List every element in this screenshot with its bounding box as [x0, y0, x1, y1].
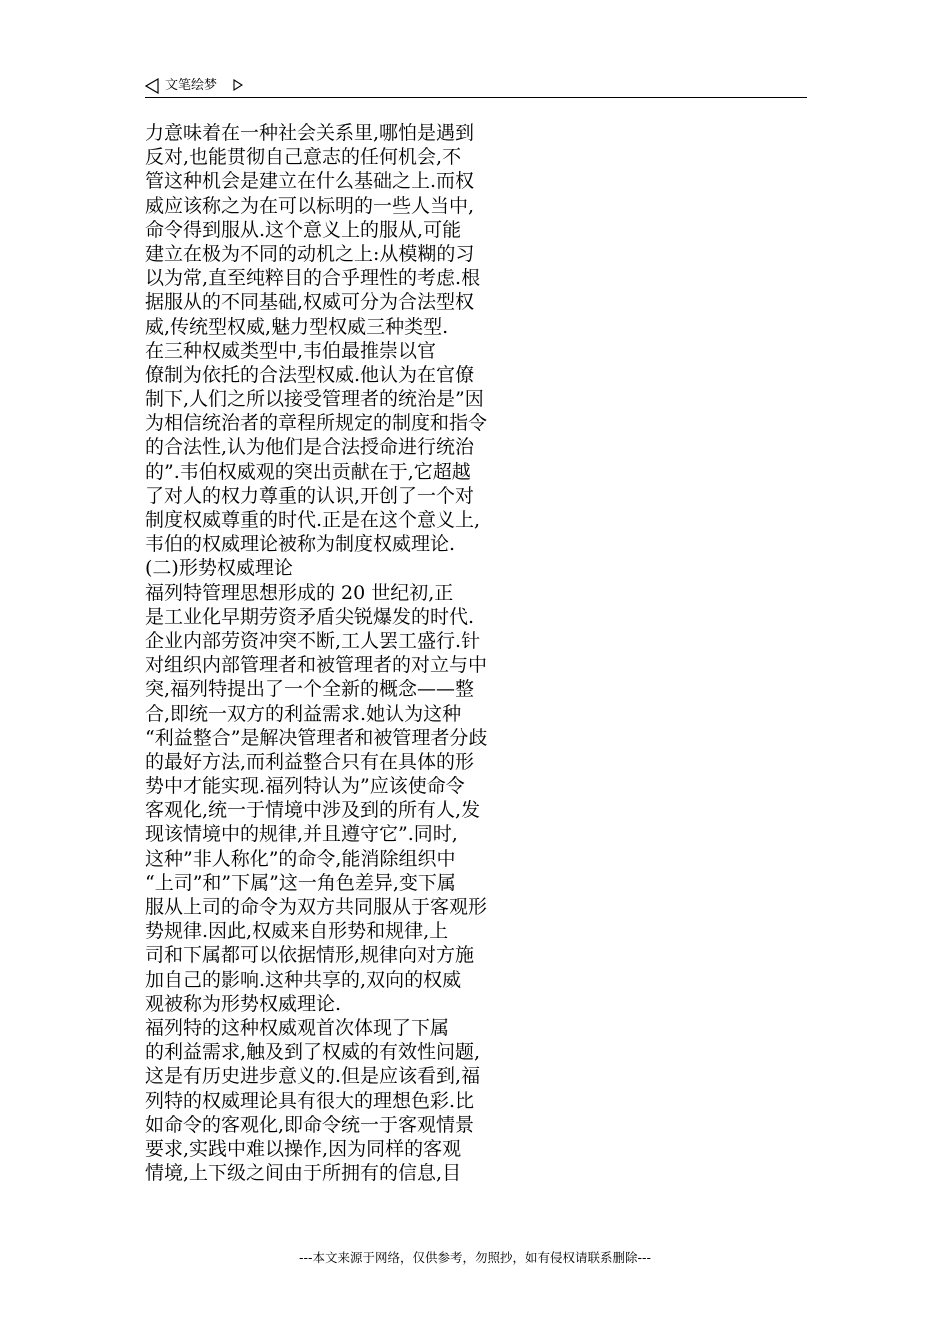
text-line: 据服从的不同基础,权威可分为合法型权 — [145, 291, 475, 314]
text-line: 的合法性,认为他们是合法授命进行统治 — [145, 436, 475, 459]
text-line: 福列特管理思想形成的 20 世纪初,正 — [145, 581, 454, 604]
text-line: 力意味着在一种社会关系里,哪怕是遇到 — [145, 122, 475, 144]
text-line: 情境,上下级之间由于所拥有的信息,目 — [145, 1162, 462, 1185]
text-line: 的”.韦伯权威观的突出贡献在于,它超越 — [145, 460, 471, 483]
text-line: 在三种权威类型中,韦伯最推崇以官 — [145, 339, 437, 362]
text-line: 客观化,统一于情境中涉及到的所有人,发 — [145, 799, 481, 822]
text-line: 威应该称之为在可以标明的一些人当中, — [145, 194, 475, 217]
text-line: 僚制为依托的合法型权威.他认为在官僚 — [145, 363, 475, 386]
text-line: 要求,实践中难以操作,因为同样的客观 — [145, 1137, 462, 1160]
brand-name: 文笔绘梦 — [165, 78, 218, 93]
text-line: 反对,也能贯彻自己意志的任何机会,不 — [145, 146, 462, 169]
text-line: 现该情境中的规律,并且遵守它”.同时, — [145, 823, 458, 846]
text-line: 如命令的客观化,即命令统一于客观情景 — [145, 1113, 475, 1136]
page-header — [145, 76, 807, 98]
text-line: 命令得到服从.这个意义上的服从,可能 — [145, 218, 462, 241]
text-line: 了对人的权力尊重的认识,开创了一个对 — [145, 484, 475, 507]
text-line: 服从上司的命令为双方共同服从于客观形 — [145, 896, 488, 918]
text-line: 的利益需求,触及到了权威的有效性问题, — [145, 1041, 481, 1064]
text-line: 韦伯的权威理论被称为制度权威理论. — [145, 533, 456, 556]
text-line: “上司”和”下属”这一角色差异,变下属 — [145, 871, 456, 894]
text-line: 福列特的这种权威观首次体现了下属 — [145, 1016, 450, 1039]
triangle-left-icon — [145, 78, 159, 94]
text-line: 建立在极为不同的动机之上:从模糊的习 — [145, 242, 475, 265]
text-line: 企业内部劳资冲突不断,工人罢工盛行.针 — [145, 629, 481, 652]
text-line: 这是有历史进步意义的.但是应该看到,福 — [145, 1065, 481, 1088]
text-line: 以为常,直至纯粹目的合乎理性的考虑.根 — [145, 267, 481, 290]
body-text — [145, 121, 585, 1185]
triangle-right-icon — [233, 79, 243, 91]
text-line: 司和下属都可以依据情形,规律向对方施 — [145, 944, 475, 967]
header-rule — [145, 97, 807, 98]
text-line: 制度权威尊重的时代.正是在这个意义上, — [145, 509, 481, 531]
text-line: 为相信统治者的章程所规定的制度和指令 — [145, 412, 488, 435]
text-line: 的最好方法,而利益整合只有在具体的形 — [145, 750, 475, 773]
text-line: 制下,人们之所以接受管理者的统治是”因 — [145, 388, 484, 411]
text-line: 是工业化早期劳资矛盾尖锐爆发的时代. — [145, 605, 475, 628]
text-line: 合,即统一双方的利益需求.她认为这种 — [145, 702, 462, 725]
text-line: 加自己的影响.这种共享的,双向的权威 — [145, 968, 462, 991]
text-line: 观被称为形势权威理论. — [145, 992, 342, 1015]
text-line: 列特的权威理论具有很大的理想色彩.比 — [145, 1089, 475, 1112]
text-line: 这种”非人称化”的命令,能消除组织中 — [145, 847, 456, 870]
text-line: 势中才能实现.福列特认为”应该使命令 — [145, 775, 465, 798]
text-line: 对组织内部管理者和被管理者的对立与中 — [145, 654, 488, 677]
text-line: (二)形势权威理论 — [145, 557, 293, 580]
text-line: 威,传统型权威,魅力型权威三种类型. — [145, 315, 449, 338]
text-line: “利益整合”是解决管理者和被管理者分歧 — [145, 726, 488, 749]
text-line: 势规律.因此,权威来自形势和规律,上 — [145, 920, 449, 943]
text-line: 管这种机会是建立在什么基础之上.而权 — [145, 170, 475, 193]
footer-disclaimer: ---本文来源于网络，仅供参考，勿照抄，如有侵权请联系删除--- — [298, 1250, 652, 1265]
text-line: 突,福列特提出了一个全新的概念——整 — [145, 678, 475, 701]
